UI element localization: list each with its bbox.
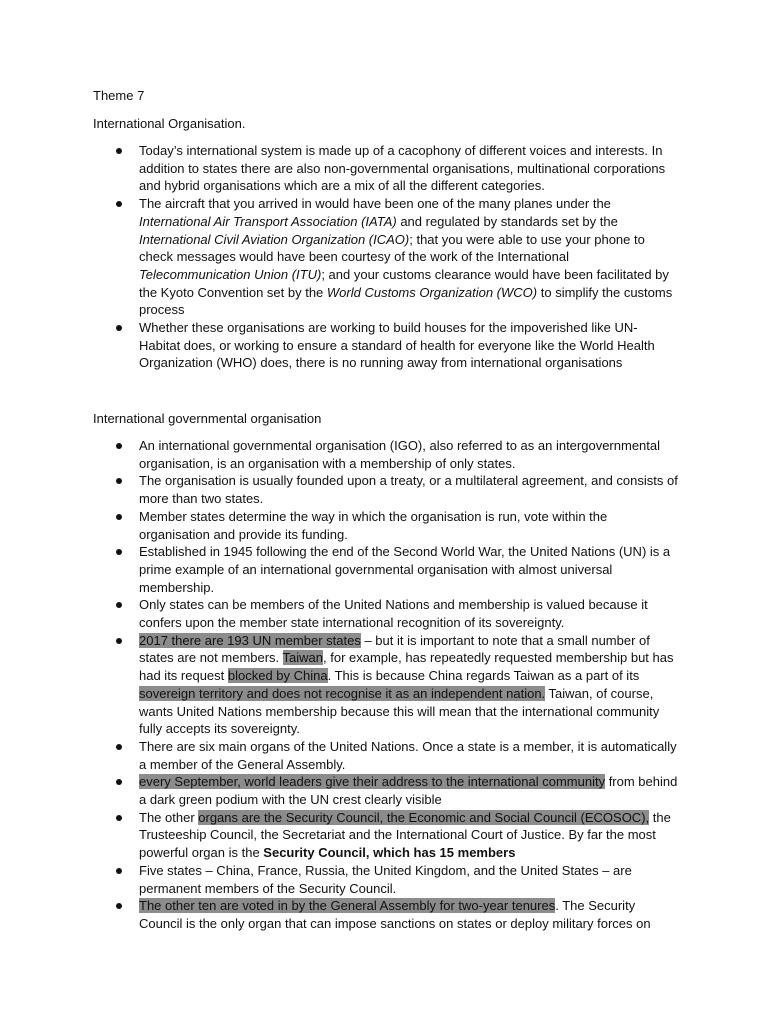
list-item <box>0 862 768 897</box>
bullet-icon <box>116 325 122 331</box>
highlighted-text: organs are the Security Council, the Economic and Social Council (ECOSOC), <box>198 809 650 825</box>
highlighted-text: The other ten are voted in by the General Assembly for two-year tenures <box>139 898 556 914</box>
list-item <box>0 142 768 195</box>
section-title-international-governmental-organisation: International governmental organisation <box>93 411 322 426</box>
organisation-name-wco: World Customs Organization (WCO) <box>326 284 538 300</box>
bullet-text-part: Taiwan, of course, wants United Nations membership because this will mean that the international community fully accepts its sovereignty. <box>139 685 660 737</box>
bullet-text-part: the Trusteeship Council, the Secretariat and the International Court of Justice. By far the most powerful organ is the <box>139 809 671 861</box>
bullet-icon <box>116 514 122 520</box>
highlighted-text: Taiwan <box>282 650 324 666</box>
bullet-text-part: , for example, has repeatedly requested membership but has had its request <box>139 650 674 684</box>
organisation-name-itu: Telecommunication Union (ITU) <box>139 266 322 282</box>
bullet-text: Today’s international system is made up of a cacophony of different voices and interests. In addition to states there are also non-governmental organisations, multinational corporations and hybrid organisations which are a mix of all the different categories. <box>139 143 666 194</box>
bullet-text-part: The aircraft that you arrived in would have been one of the many planes under the <box>139 196 611 212</box>
list-item <box>0 508 768 543</box>
bullet-icon <box>116 868 122 874</box>
highlighted-text: blocked by China <box>227 668 328 684</box>
bullet-text-part: The other <box>139 809 199 825</box>
bullet-text-part: . The Security Council is the only organ that can impose sanctions on states or deploy military forces on <box>139 898 651 931</box>
bullet-icon <box>116 201 122 207</box>
bullet-text: The organisation is usually founded upon a treaty, or a multilateral agreement, and consists of more than two states. <box>139 473 678 507</box>
bullet-text-part: and regulated by standards set by the <box>396 213 618 229</box>
bullet-icon <box>116 779 122 785</box>
bullet-text: Member states determine the way in which the organisation is run, vote within the organisation and provide its funding. <box>139 508 608 542</box>
bullet-text: Only states can be members of the United Nations and membership is valued because it confers upon the member state international recognition of its sovereignty. <box>139 597 648 631</box>
list-item <box>0 738 768 773</box>
list-item <box>0 437 768 472</box>
highlighted-text: 2017 there are 193 UN member states <box>139 632 361 648</box>
bullet-text: Established in 1945 following the end of the Second World War, the United Nations (UN) is a prime example of an international governmental organisation with almost universal membership. <box>139 544 671 595</box>
bullet-list-international-organisation <box>0 142 768 372</box>
bullet-text: Whether these organisations are working to build houses for the impoverished like UN-Habitat does, or working to ensure a standard of health for everyone like the World Health Organization (WHO) does, there is no running away from international organisations <box>139 320 655 371</box>
bullet-text: An international governmental organisation (IGO), also referred to as an intergovernmental organisation, is an organisation with a membership of only states. <box>139 438 661 471</box>
list-item <box>0 596 768 631</box>
bullet-text-part: – but it is important to note that a small number of states are not members. <box>139 632 650 666</box>
bullet-text-part: ; that you were able to use your phone to check messages would have been courtesy of the work of the International <box>139 231 645 265</box>
bullet-icon <box>116 549 122 555</box>
section-title-international-organisation: International Organisation. <box>93 116 246 131</box>
bullet-icon <box>116 638 122 644</box>
bullet-icon <box>116 602 122 608</box>
bullet-icon <box>116 744 122 750</box>
list-item <box>0 632 768 738</box>
bullet-icon <box>116 148 122 154</box>
bullet-icon <box>116 903 122 909</box>
bullet-text-part: to simplify the customs process <box>139 284 673 318</box>
bullet-icon <box>116 815 122 821</box>
list-item <box>0 897 768 932</box>
theme-title: Theme 7 <box>93 88 145 103</box>
bullet-icon <box>116 443 122 449</box>
organisation-name-icao: International Civil Aviation Organization (ICAO) <box>139 231 410 247</box>
list-item <box>0 195 768 319</box>
bullet-list-igo <box>0 437 768 933</box>
highlighted-text: sovereign territory and does not recognise it as an independent nation. <box>139 685 546 701</box>
bullet-text: There are six main organs of the United Nations. Once a state is a member, it is automatically a member of the General Assembly. <box>139 738 677 772</box>
bullet-text: Five states – China, France, Russia, the United Kingdom, and the United States – are permanent members of the Security Council. <box>139 862 632 896</box>
list-item <box>0 773 768 808</box>
bullet-icon <box>116 478 122 484</box>
list-item <box>0 543 768 596</box>
bold-text-security-council: Security Council, which has 15 members <box>263 845 516 861</box>
bullet-text-part: ; and your customs clearance would have been facilitated by the Kyoto Convention set by the <box>139 266 669 300</box>
bullet-text-part: from behind a dark green podium with the UN crest clearly visible <box>139 774 678 808</box>
organisation-name-iata: International Air Transport Association (IATA) <box>139 213 397 229</box>
list-item <box>0 809 768 862</box>
list-item <box>0 472 768 507</box>
highlighted-text: every September, world leaders give their address to the international community <box>139 774 606 790</box>
bullet-text-part: . This is because China regards Taiwan as a part of its <box>327 668 640 684</box>
list-item <box>0 319 768 372</box>
